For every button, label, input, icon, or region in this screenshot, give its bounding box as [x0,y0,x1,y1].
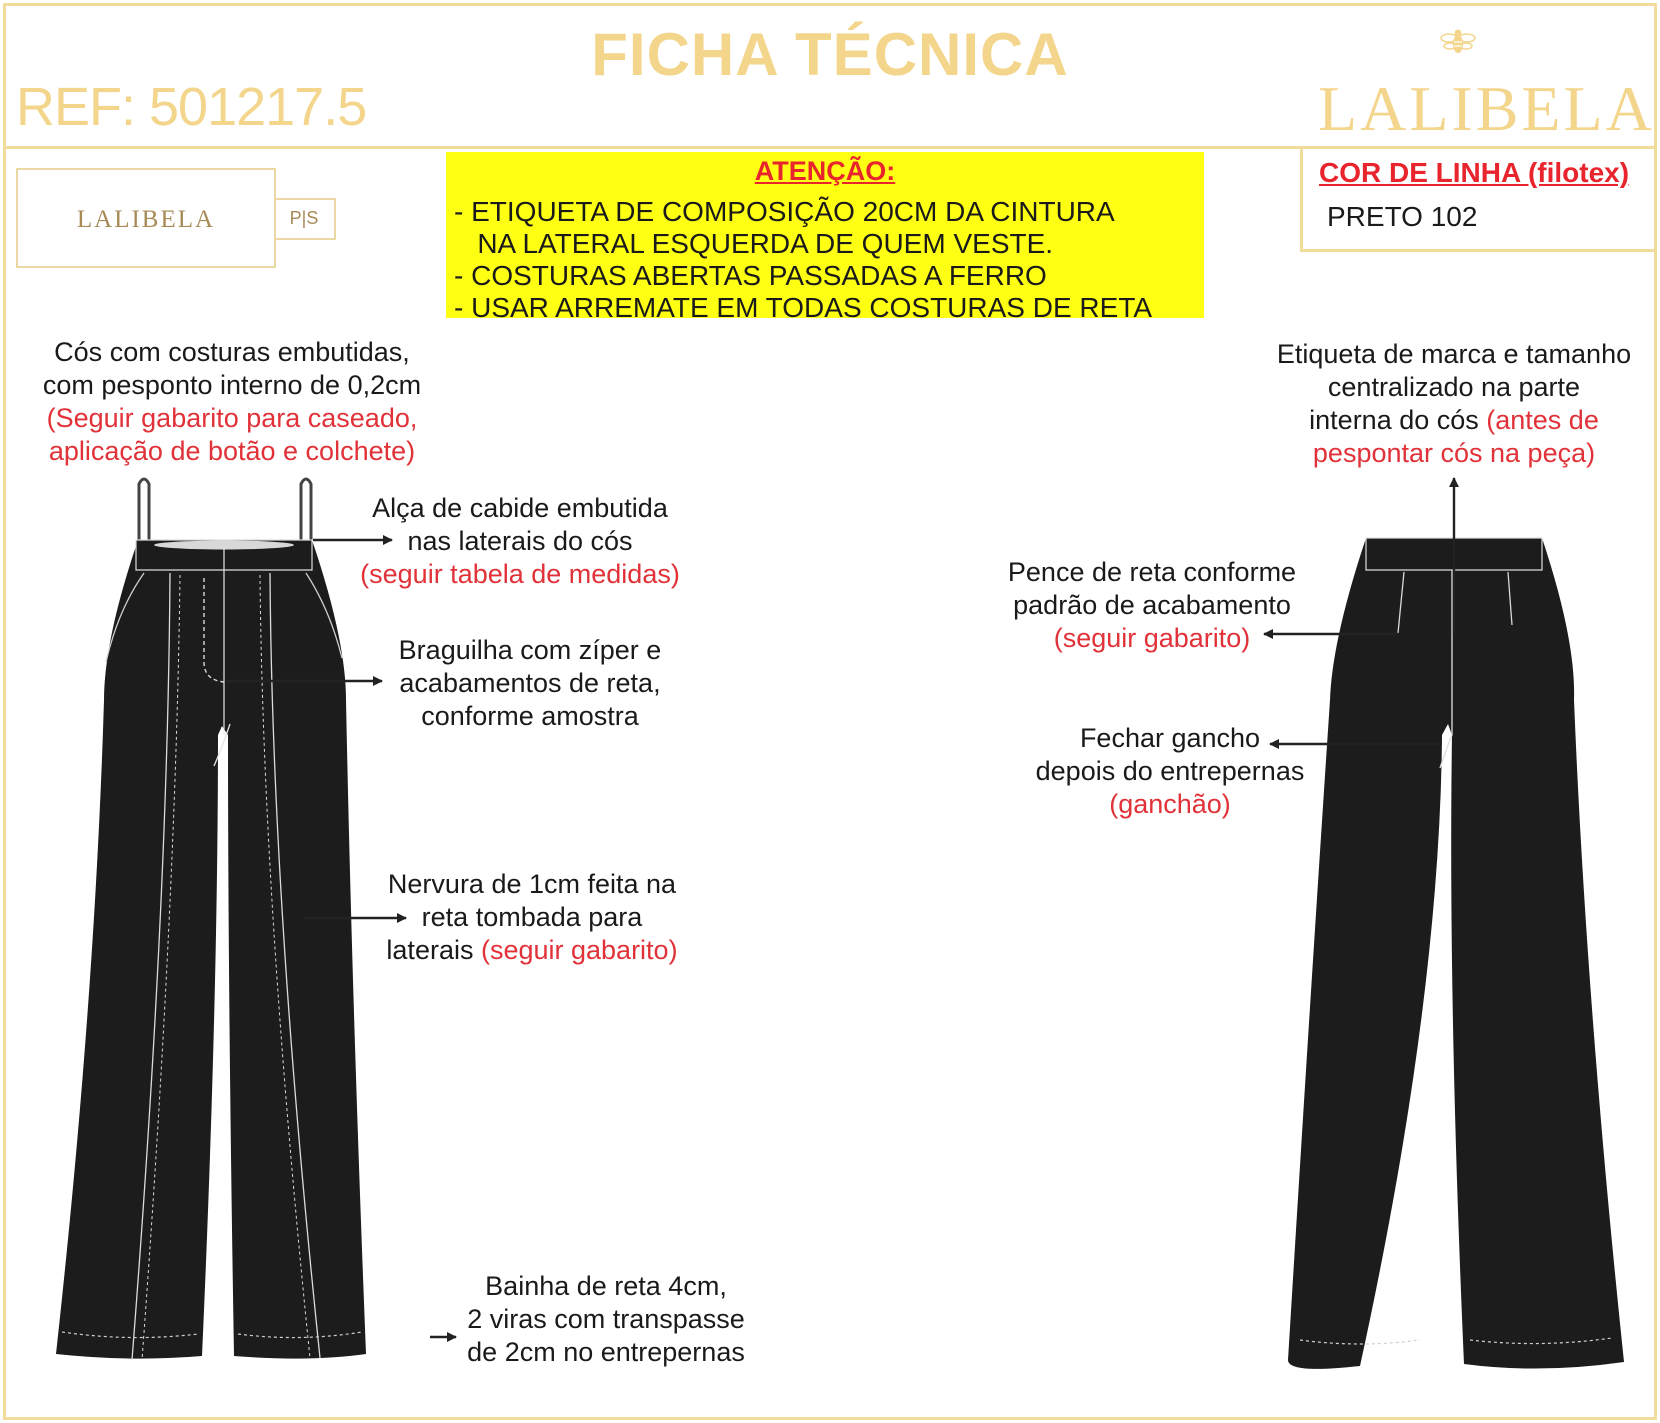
note-dart: Pence de reta conforme padrão de acabamento (seguir gabarito) [1007,557,1297,653]
attention-line: - COSTURAS ABERTAS PASSADAS A FERRO [454,260,1047,291]
attention-title: ATENÇÃO: [754,156,896,186]
front-view-trousers [56,479,366,1360]
hanger-loop-right [301,479,311,540]
page-title: FICHA TÉCNICA [591,21,1069,88]
note-hem: Bainha de reta 4cm, 2 viras com transpasse de 2cm no entrepernas [467,1271,745,1367]
front-body [56,540,366,1359]
reference-number: REF: 501217.5 [16,77,367,137]
note-waistband: Cós com costuras embutidas, com pesponto interno de 0,2cm (Seguir gabarito para caseado, aplicação de botão e colchete) [42,337,422,466]
back-view-trousers [1288,538,1624,1369]
attention-line: - ETIQUETA DE COMPOSIÇÃO 20CM DA CINTURA [454,196,1115,227]
note-crotch: Fechar gancho depois do entrepernas (ganchão) [1035,723,1305,819]
thread-color-title: COR DE LINHA (filotex) [1319,157,1630,188]
back-body [1288,538,1624,1369]
hanger-loop-left [139,479,149,540]
attention-line: - USAR ARREMATE EM TODAS COSTURAS DE RETA [454,292,1153,323]
attention-line: NA LATERAL ESQUERDA DE QUEM VESTE. [454,228,1054,259]
note-fly: Braguilha com zíper e acabamentos de reta, conforme amostra [398,635,662,731]
note-brand-label: Etiqueta de marca e tamanho centralizado na parte interna do cós (antes de pespontar cós na peça) [1276,339,1632,468]
brand-logo: LALIBELA [1318,73,1655,144]
label-brand-text: LALIBELA [76,206,216,233]
thread-color-value: PRETO 102 [1327,201,1478,232]
note-pintuck: Nervura de 1cm feita na reta tombada para laterais (seguir gabarito) [386,869,678,965]
size-tab-text: P|S [289,208,319,228]
note-hanger-loop: Alça de cabide embutida nas laterais do cós (seguir tabela de medidas) [360,493,680,589]
